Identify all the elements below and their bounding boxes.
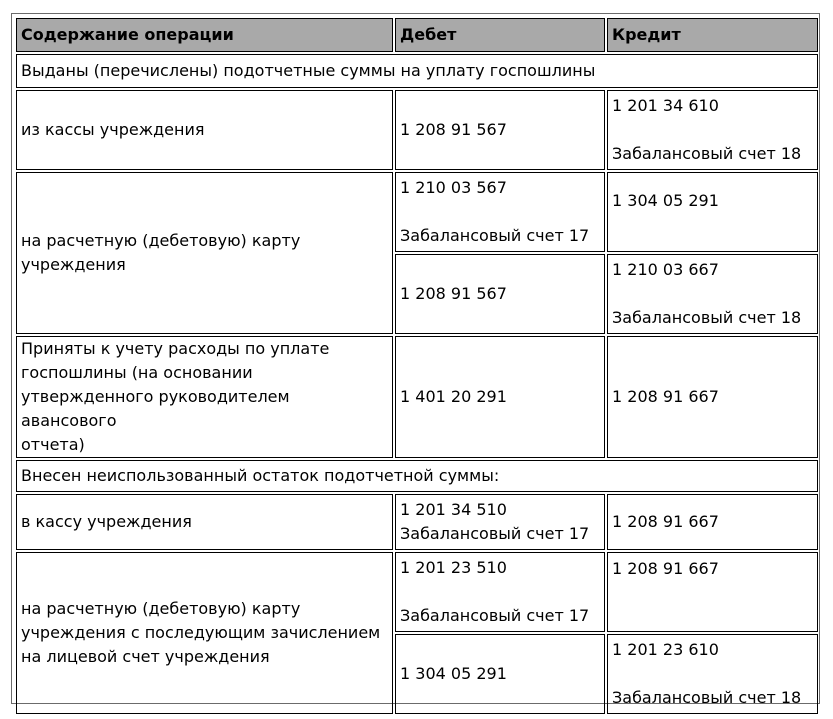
debit-account: 1 210 03 567 xyxy=(400,178,507,197)
header-credit: Кредит xyxy=(607,18,818,52)
credit-cell: 1 304 05 291 xyxy=(607,172,818,252)
credit-cell xyxy=(607,634,818,714)
debit-cell: 1 304 05 291 xyxy=(395,634,605,714)
debit-account: 1 201 23 510 xyxy=(400,558,507,577)
credit-cell: 1 208 91 667 xyxy=(607,494,818,550)
accounting-entries-table xyxy=(14,16,820,716)
credit-note: Забалансовый счет 18 xyxy=(612,144,802,163)
debit-note: Забалансовый счет 17 xyxy=(400,524,590,543)
credit-note: Забалансовый счет 18 xyxy=(612,688,802,707)
table-row xyxy=(16,90,818,170)
credit-account: 1 201 23 610 xyxy=(612,640,719,659)
table-row xyxy=(16,552,818,632)
credit-account: 1 201 34 610 xyxy=(612,96,719,115)
debit-cell: 1 208 91 567 xyxy=(395,254,605,334)
section-title-issued: Выданы (перечислены) подотчетные суммы на уплату госпошлины xyxy=(16,54,818,88)
table-row xyxy=(16,336,818,458)
operation-text-line: госпошлины (на основании xyxy=(21,363,253,382)
section-row xyxy=(16,460,818,492)
debit-account: 1 201 34 510 xyxy=(400,500,507,519)
table-row xyxy=(16,172,818,252)
operation-cell xyxy=(16,336,393,458)
credit-cell: 1 208 91 667 xyxy=(607,336,818,458)
debit-cell xyxy=(395,172,605,252)
section-row xyxy=(16,54,818,88)
header-row xyxy=(16,18,818,52)
operation-cell: в кассу учреждения xyxy=(16,494,393,550)
credit-account: 1 210 03 667 xyxy=(612,260,719,279)
credit-note: Забалансовый счет 18 xyxy=(612,308,802,327)
credit-cell xyxy=(607,254,818,334)
operation-text-line: утвержденного руководителем авансового xyxy=(21,387,290,430)
credit-cell: 1 208 91 667 xyxy=(607,552,818,632)
operation-cell xyxy=(16,552,393,714)
operation-text-line: на расчетную (дебетовую) карту xyxy=(21,599,301,618)
debit-cell: 1 208 91 567 xyxy=(395,90,605,170)
credit-cell xyxy=(607,90,818,170)
table-row xyxy=(16,494,818,550)
header-debit: Дебет xyxy=(395,18,605,52)
debit-cell: 1 401 20 291 xyxy=(395,336,605,458)
operation-text-line: отчета) xyxy=(21,435,85,454)
debit-note: Забалансовый счет 17 xyxy=(400,606,590,625)
operation-text-line: на расчетную (дебетовую) карту xyxy=(21,231,301,250)
operation-cell xyxy=(16,172,393,334)
operation-text-line: на лицевой счет учреждения xyxy=(21,647,270,666)
header-operation: Содержание операции xyxy=(16,18,393,52)
operation-text-line: учреждения xyxy=(21,255,126,274)
debit-note: Забалансовый счет 17 xyxy=(400,226,590,245)
debit-cell xyxy=(395,552,605,632)
operation-text-line: учреждения с последующим зачислением xyxy=(21,623,381,642)
section-title-returned: Внесен неиспользованный остаток подотчетной суммы: xyxy=(16,460,818,492)
operation-text-line: Приняты к учету расходы по уплате xyxy=(21,339,330,358)
debit-cell xyxy=(395,494,605,550)
operation-cell: из кассы учреждения xyxy=(16,90,393,170)
